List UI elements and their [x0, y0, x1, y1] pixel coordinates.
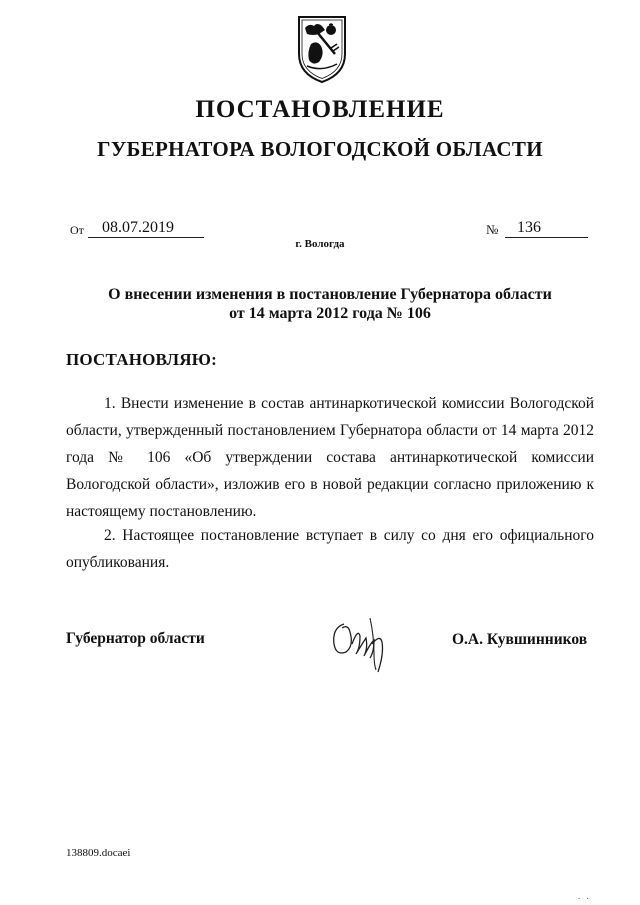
- body-paragraph-2: 2. Настоящее постановление вступает в силу со дня его официального опубликования.: [66, 527, 594, 571]
- document-title: ПОСТАНОВЛЕНИЕ: [195, 96, 445, 123]
- subject-line-1: О внесении изменения в постановление Губернатора области: [108, 286, 552, 303]
- document-date: 08.07.2019: [88, 219, 204, 238]
- date-prefix: От: [70, 223, 84, 237]
- signatory-position: Губернатор области: [66, 630, 205, 647]
- signatory-name: О.А. Кувшинников: [452, 631, 588, 648]
- resolve-heading: ПОСТАНОВЛЯЮ:: [66, 350, 217, 369]
- city-label: г. Вологда: [295, 238, 345, 250]
- subject-line-2: от 14 марта 2012 года № 106: [229, 305, 431, 322]
- corner-marks: . .: [578, 891, 591, 901]
- number-prefix: №: [486, 222, 499, 237]
- coat-of-arms-icon: [295, 14, 349, 84]
- body-paragraph-1: 1. Внести изменение в состав антинаркотической комиссии Вологодской области, утвержденный постановлением Губернатора области от 14 марта 2012 года № 106 «Об утверждении состава антинаркотической комиссии Вологодской области», изложив его в новой редакции согласно приложению к настоящему постановлению.: [66, 395, 594, 520]
- handwritten-signature-icon: [330, 614, 394, 674]
- document-subtitle: ГУБЕРНАТОРА ВОЛОГОДСКОЙ ОБЛАСТИ: [97, 137, 543, 161]
- document-number: 136: [505, 219, 588, 238]
- document-file-id: 138809.docaei: [66, 847, 131, 859]
